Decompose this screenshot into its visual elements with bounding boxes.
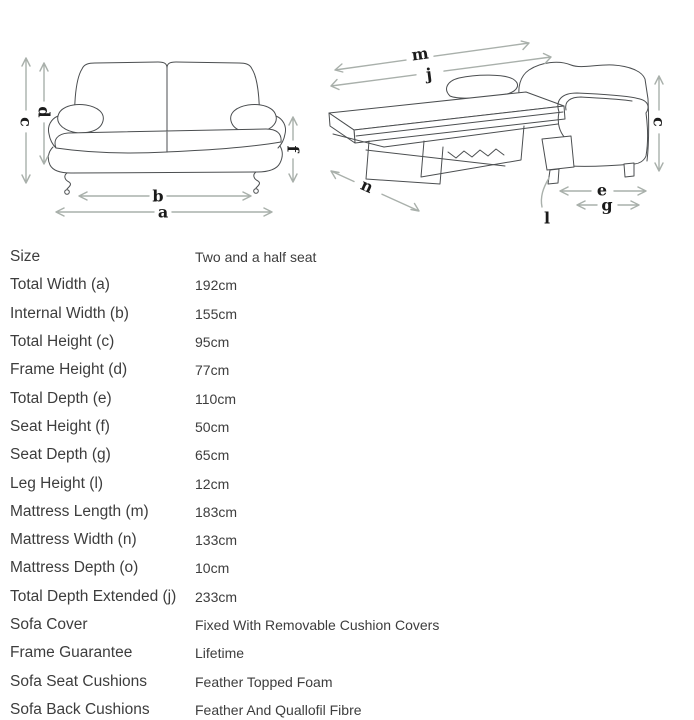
spec-label: Mattress Length (m) (10, 502, 149, 520)
spec-value: Lifetime (195, 645, 245, 662)
spec-value: 233cm (195, 588, 238, 605)
spec-value: 77cm (195, 362, 230, 379)
spec-value: 65cm (195, 447, 230, 464)
sofa-arm-bolster-left (58, 104, 104, 133)
spec-value: 10cm (195, 560, 230, 577)
sofabed-arm-roll (558, 93, 648, 113)
sofabed-right-side (569, 113, 648, 166)
dim-label-e: e (596, 180, 608, 200)
spec-value: 50cm (195, 418, 230, 435)
spec-value: Feather Topped Foam (195, 673, 333, 690)
spec-label: Total Depth (e) (10, 389, 112, 407)
bed-u-leg-front (366, 141, 443, 184)
spec-value: 12cm (195, 475, 230, 492)
dim-label-c2: c (649, 117, 669, 127)
spec-label: Leg Height (l) (10, 474, 104, 492)
dim-label-f: f (283, 145, 303, 153)
spec-table (10, 243, 684, 720)
table-row (10, 300, 684, 328)
sofabed-front-leg (548, 169, 559, 184)
spec-label: Seat Depth (g) (10, 446, 111, 464)
dimension-diagrams (0, 0, 694, 242)
sofa-leg-right (254, 172, 260, 188)
table-row (10, 583, 684, 611)
bed-spring-zigzag (448, 149, 504, 158)
table-row (10, 271, 684, 299)
table-row (10, 328, 684, 356)
spec-value: Two and a half seat (195, 249, 317, 266)
sofa-caster-left (65, 190, 70, 195)
spec-label: Internal Width (b) (10, 304, 129, 322)
table-row (10, 356, 684, 384)
dim-arrow-m (335, 41, 529, 72)
dim-label-g: g (601, 195, 613, 215)
dim-label-b: b (152, 186, 164, 206)
dim-arrow-b (79, 192, 251, 200)
dim-label-a: a (157, 202, 169, 222)
spec-label: Seat Height (f) (10, 417, 110, 435)
spec-value: Fixed With Removable Cushion Covers (195, 617, 440, 633)
table-row (10, 441, 684, 469)
spec-label: Sofa Cover (10, 616, 88, 633)
sofabed-seat-front (542, 136, 574, 170)
spec-value: 155cm (195, 305, 238, 322)
table-row (10, 554, 684, 582)
sofa-bed-diagram (329, 41, 669, 227)
dim-label-l: l (543, 208, 551, 228)
dim-arrow-n (331, 171, 419, 211)
table-row (10, 611, 684, 639)
spec-value: 110cm (195, 390, 236, 407)
table-row (10, 667, 684, 695)
table-row (10, 696, 684, 720)
sofa-caster-right (254, 189, 259, 194)
table-row (10, 498, 684, 526)
sofa-front-diagram (17, 58, 303, 222)
spec-label: Frame Guarantee (10, 644, 133, 662)
table-row (10, 469, 684, 497)
spec-label: Frame Height (d) (10, 361, 128, 379)
sofa-front-drawing (48, 62, 285, 194)
dim-label-d: d (34, 106, 54, 118)
dim-label-m: m (410, 43, 430, 65)
bed-frame-brace (366, 150, 505, 166)
spec-label: Total Height (c) (10, 333, 115, 351)
table-row (10, 639, 684, 667)
table-row (10, 413, 684, 441)
spec-value: Feather And Quallofil Fibre (195, 701, 362, 718)
dim-arrow-j (331, 54, 551, 90)
spec-label: Total Depth Extended (j) (10, 587, 177, 605)
spec-value: 183cm (195, 503, 238, 520)
spec-label: Size (10, 248, 41, 266)
sofa-leg-left (65, 173, 71, 189)
spec-label: Sofa Seat Cushions (10, 672, 148, 690)
sofabed-rear-leg (624, 163, 634, 177)
spec-value: 192cm (195, 277, 238, 294)
sofabed-arm-roll-inner (566, 97, 632, 110)
spec-label: Sofa Back Cushions (10, 700, 150, 718)
dim-label-j: j (424, 64, 434, 84)
table-row (10, 384, 684, 412)
table-row (10, 526, 684, 554)
spec-label: Total Width (a) (10, 276, 110, 294)
sofa-seat-cushions (55, 129, 281, 153)
spec-label: Mattress Width (n) (10, 531, 137, 549)
table-row (10, 243, 684, 271)
spec-value: 133cm (195, 532, 238, 549)
dim-label-n: n (357, 174, 377, 198)
dim-label-c: c (16, 117, 36, 127)
spec-label: Mattress Depth (o) (10, 559, 139, 577)
spec-value: 95cm (195, 334, 230, 351)
